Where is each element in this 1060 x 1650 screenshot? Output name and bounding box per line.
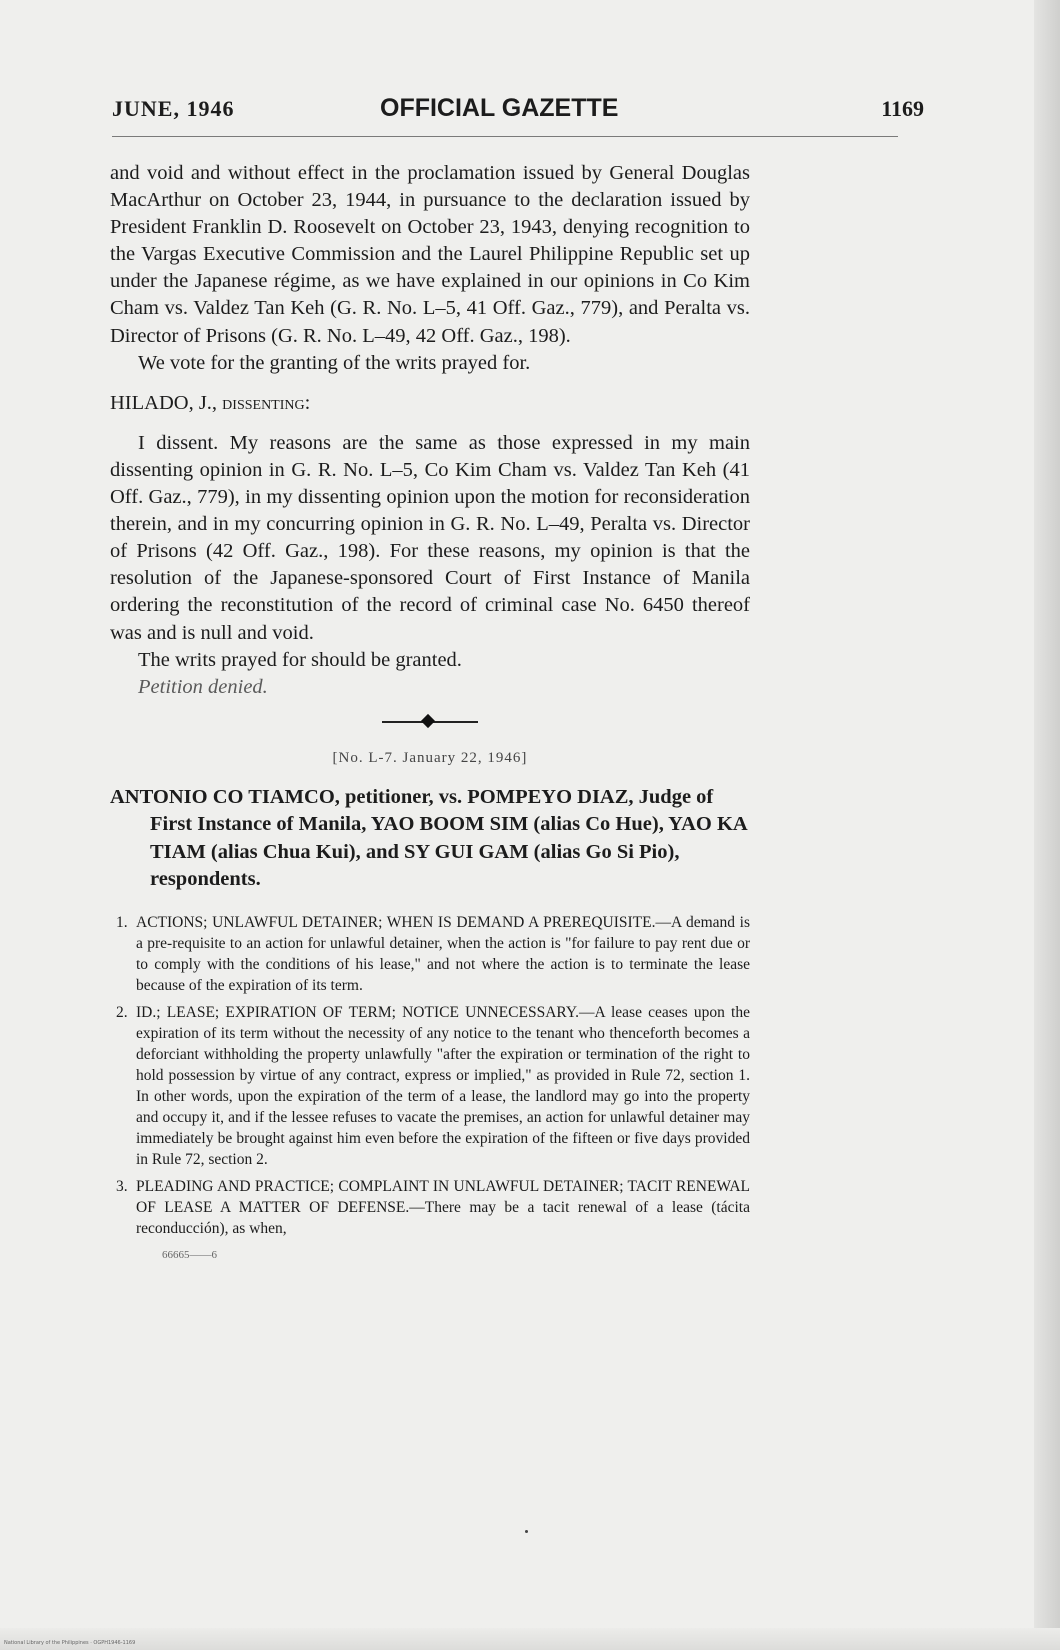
print-code: 66665——6 <box>162 1248 217 1261</box>
syllabus-heading: ACTIONS; UNLAWFUL DETAINER; WHEN IS DEMAND A PREREQUISITE. <box>136 913 656 931</box>
scan-bottom-edge <box>0 1628 1060 1650</box>
section-divider <box>110 701 750 745</box>
page-body <box>110 160 750 1266</box>
case-number: [No. L-7. January 22, 1946] <box>332 749 528 766</box>
page-number: 1169 <box>881 96 924 121</box>
issue-date: JUNE, 1946 <box>112 96 235 121</box>
syllabus-item: 1. ACTIONS; UNLAWFUL DETAINER; WHEN IS DEMAND A PREREQUISITE.—A demand is a pre-requisite to an action for unlawful detainer, when the action is "for failure to pay rent due or to comply with the conditions of his lease," and not where the action is to terminate the lease because of the expiration of its term. <box>116 913 750 994</box>
opinion-tail-paragraph: and void and without effect in the proclamation issued by General Douglas MacArthur on October 23, 1944, in pursuance to the declaration issued by President Franklin D. Roosevelt on October 23, 1943, denying recognition to the Vargas Executive Commission and the Laurel Philippine Republic set up under the Japanese régime, as we have explained in our opinions in Co Kim Cham vs. Valdez Tan Keh (G. R. No. L–5, 41 Off. Gaz., 779), and Peralta vs. Director of Prisons (G. R. No. L–49, 42 Off. Gaz., 198). <box>110 162 750 347</box>
header-rule <box>112 136 898 137</box>
syllabus-text: —There may be a tacit renewal of a lease (tácita reconducción), as when, <box>136 1198 750 1237</box>
dissent-conclusion: The writs prayed for should be granted. <box>138 648 462 671</box>
page-header <box>112 94 924 130</box>
syllabus <box>110 912 750 1266</box>
case-title: ANTONIO CO TIAMCO, petitioner, vs. POMPEYO DIAZ, Judge of First Instance of Manila, YAO BOOM SIM (alias Co Hue), YAO KA TIAM (alias Chua Kui), and SY GUI GAM (alias Go Si Pio), respondents. <box>110 785 747 891</box>
scan-credit: National Library of the Philippines · OGPH1946-1169 <box>4 1640 136 1646</box>
syllabus-item: 3. PLEADING AND PRACTICE; COMPLAINT IN UNLAWFUL DETAINER; TACIT RENEWAL OF LEASE A MATTER OF DEFENSE.—There may be a tacit renewal of a lease (tácita reconducción), as when, <box>116 1177 750 1237</box>
dissent-heading: HILADO, J., dissenting: <box>110 391 311 414</box>
publication-title: OFFICIAL GAZETTE <box>380 94 619 122</box>
syllabus-heading: PLEADING AND PRACTICE; COMPLAINT IN UNLAWFUL DETAINER; TACIT RENEWAL OF LEASE A MATTER OF DEFENSE. <box>136 1177 750 1216</box>
syllabus-text: —A lease ceases upon the expiration of its term without the necessity of any notice to the tenant who thenceforth becomes a deforciant withholding the property unlawfully "after the expiration or termination of the right to hold possession by virtue of any contract, express or implied," as provided in Rule 72, section 1. In other words, upon the expiration of the term of a lease, the landlord may go into the property and occupy it, and if the lessee refuses to vacate the premises, an action for unlawful detainer may immediately be brought against him even before the expiration of the fifteen or five days provided in Rule 72, section 2. <box>136 1003 750 1168</box>
vote-line: We vote for the granting of the writs prayed for. <box>138 351 531 374</box>
syllabus-heading: ID.; LEASE; EXPIRATION OF TERM; NOTICE UNNECESSARY. <box>136 1003 579 1021</box>
scan-speck <box>525 1530 528 1533</box>
syllabus-item: 2. ID.; LEASE; EXPIRATION OF TERM; NOTICE UNNECESSARY.—A lease ceases upon the expiration of its term without the necessity of any notice to the tenant who thenceforth becomes a deforciant withholding the property unlawfully "after the expiration or termination of the right to hold possession by virtue of any contract, express or implied," as provided in Rule 72, section 1. In other words, upon the expiration of the term of a lease, the landlord may go into the property and occupy it, and if the lessee refuses to vacate the premises, an action for unlawful detainer may immediately be brought against him even before the expiration of the fifteen or five days provided in Rule 72, section 2. <box>116 1003 750 1168</box>
disposition: Petition denied. <box>138 675 268 698</box>
dissent-paragraph: I dissent. My reasons are the same as those expressed in my main dissenting opinion in G. R. No. L–5, Co Kim Cham vs. Valdez Tan Keh (41 Off. Gaz., 779), in my dissenting opinion upon the motion for reconsideration therein, and in my concurring opinion in G. R. No. L–49, Peralta vs. Director of Prisons (42 Off. Gaz., 198). For these reasons, my opinion is that the resolution of the Japanese-sponsored Court of First Instance of Manila ordering the reconstitution of the record of criminal case No. 6450 thereof was and is null and void. <box>110 431 750 644</box>
syllabus-text: —A demand is a pre-requisite to an action for unlawful detainer, when the action is "for failure to pay rent due or to comply with the conditions of his lease," and not where the action is to terminate the lease because of the expiration of its term. <box>136 913 750 994</box>
scan-edge-shadow <box>1034 0 1060 1650</box>
